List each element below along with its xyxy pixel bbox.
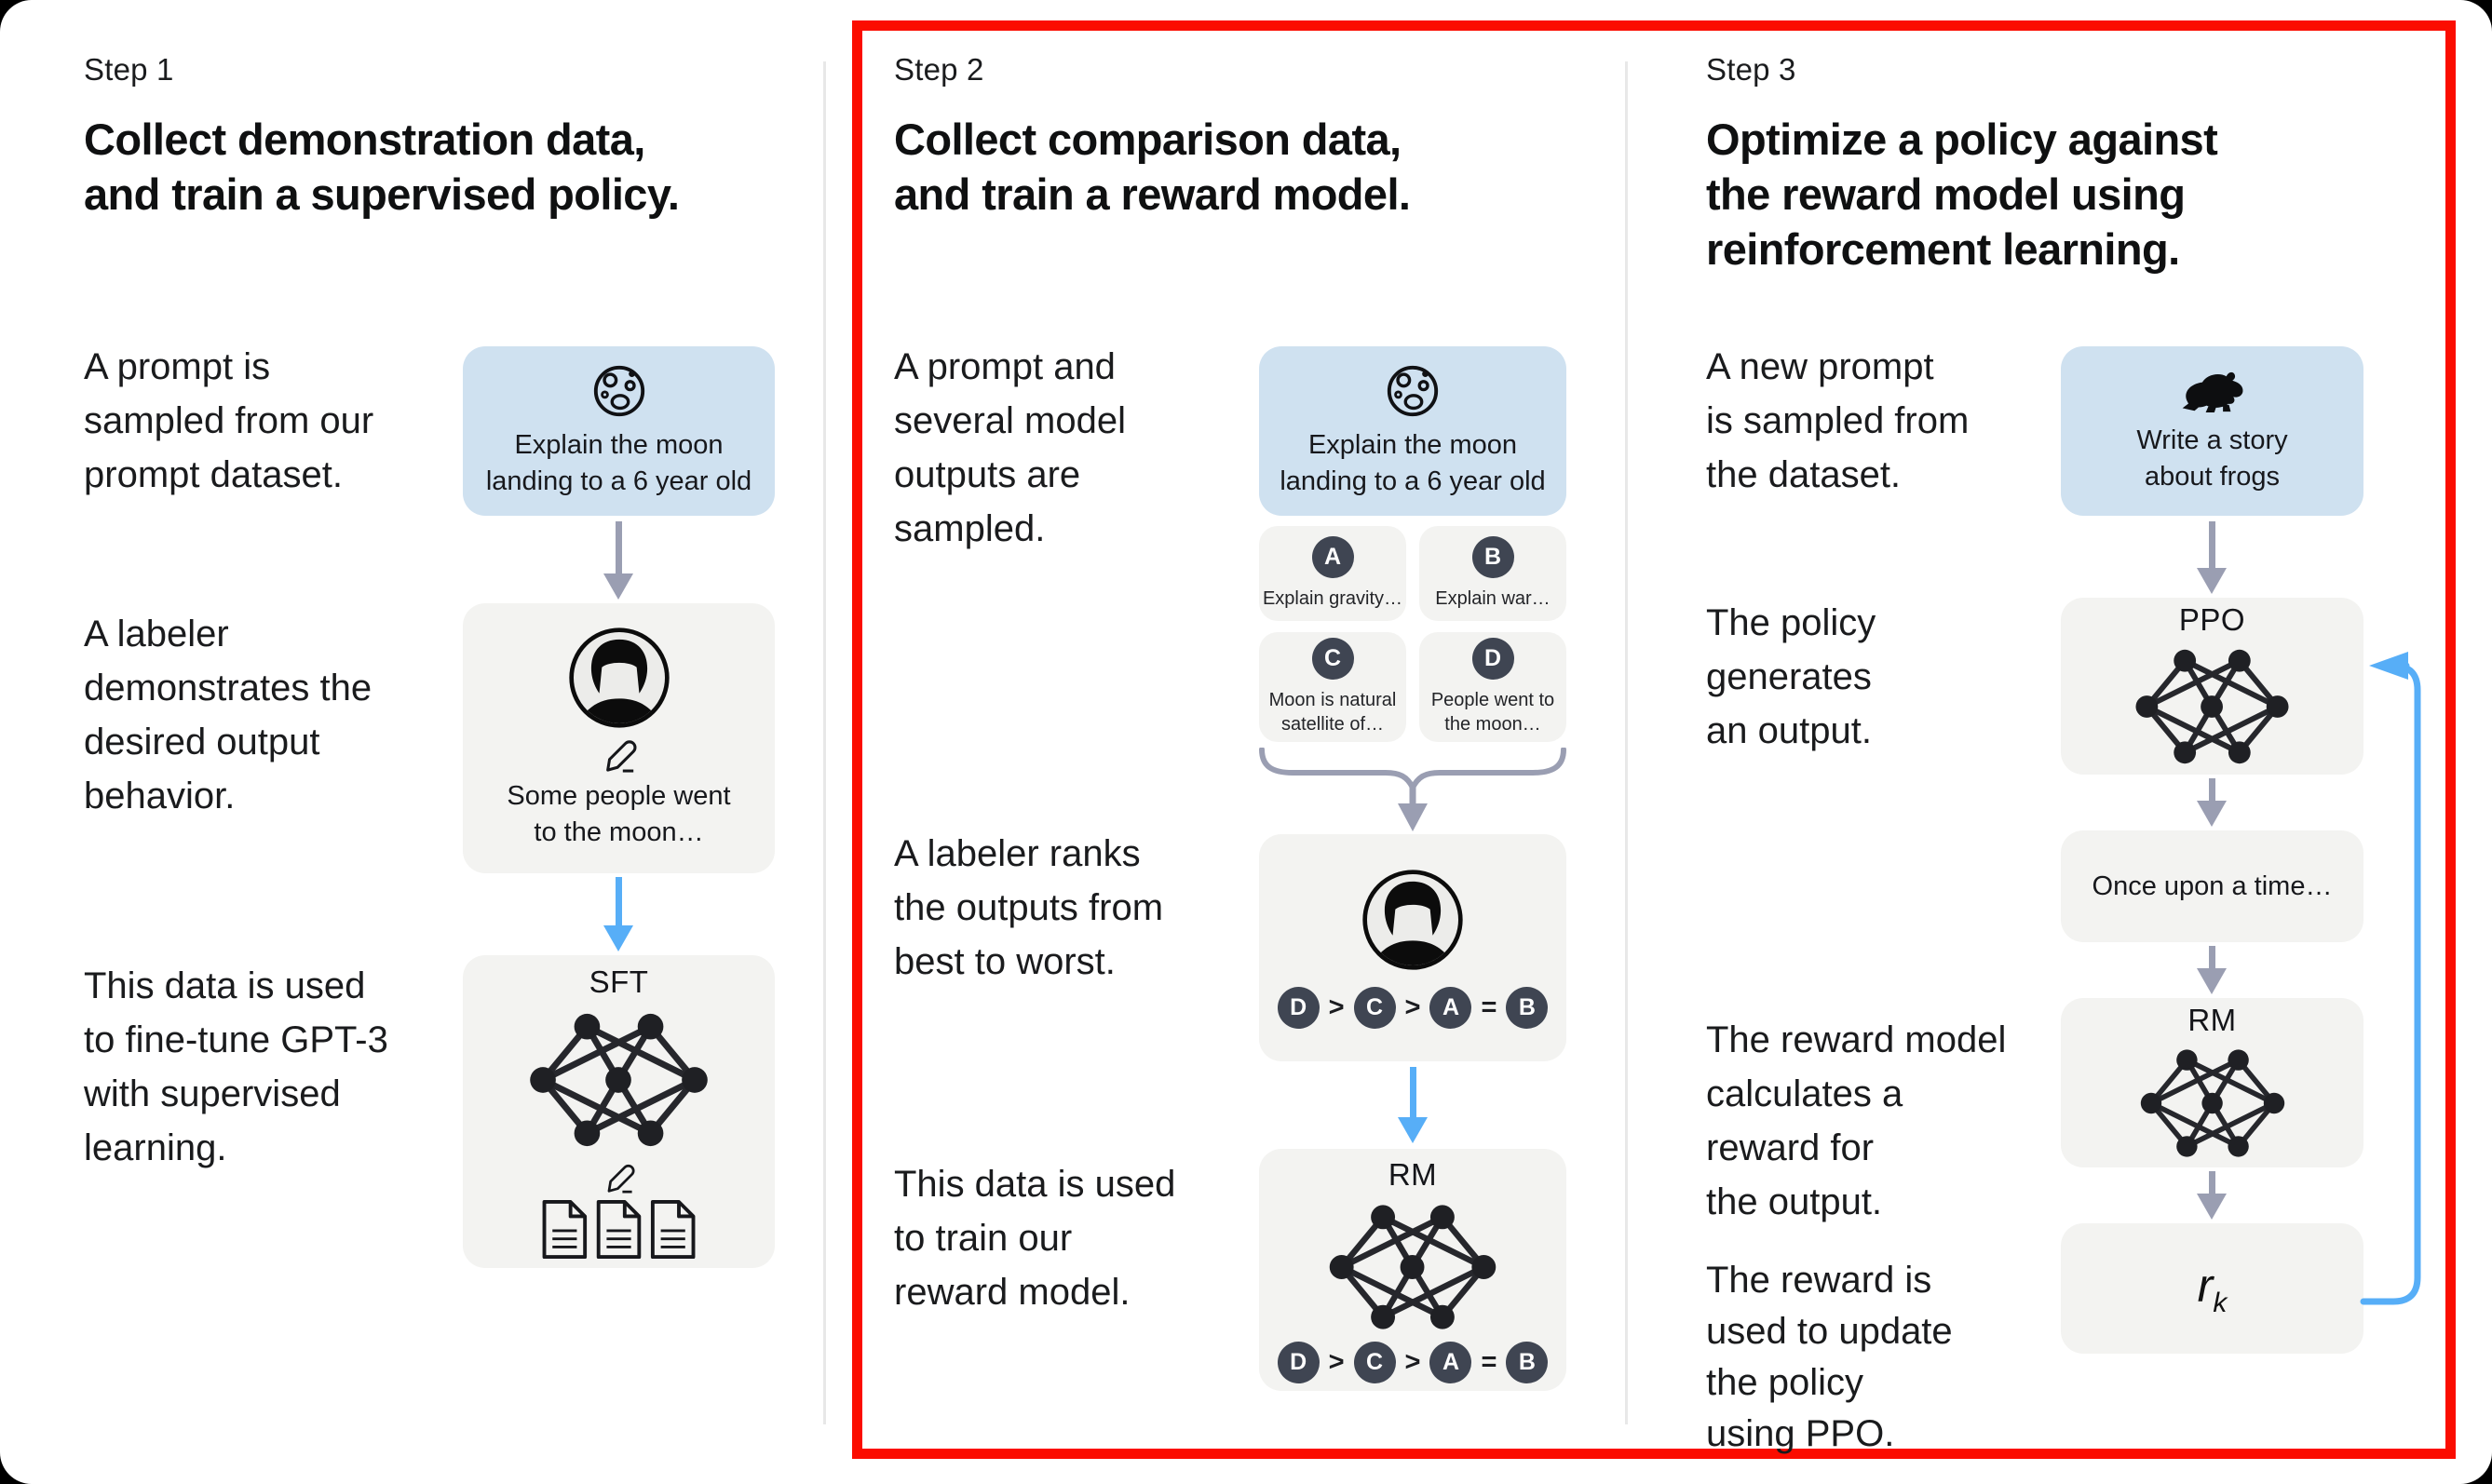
ppo-policy-box [2061,598,2363,775]
labeler-output-text: Some people went to the moon… [507,781,731,847]
caption-labeler-demonstrates: A labeler demonstrates the desired output behavior. [84,614,372,816]
prompt-box [1259,346,1566,516]
down-arrow [2197,778,2227,827]
caption-outputs-sampled: A prompt and several model outputs are sampled. [894,346,1127,549]
frog-icon [2178,367,2247,413]
output-label: Explain war… [1435,588,1551,609]
model-name: SFT [589,964,649,999]
down-arrow [2197,1171,2227,1220]
rank-badge: A [1429,1342,1471,1383]
caption-train-reward-model: This data is used to train our reward model. [894,1164,1176,1313]
rank-badge: D [1278,987,1320,1029]
output-cell-b [1419,526,1566,621]
output-label: Moon is natural satellite of… [1268,690,1397,735]
down-arrow [2197,946,2227,994]
reward-value: $r_k$ [2197,1259,2228,1318]
rank-badge: C [1354,1342,1396,1383]
prompt-text: Explain the moon landing to a 6 year old [1280,430,1546,496]
neural-network-icon [2117,643,2308,770]
pencil-icon [602,735,637,773]
prompt-text: Explain the moon landing to a 6 year old [485,430,752,496]
model-name: RM [2187,1003,2237,1037]
step-label: Step 1 [84,52,174,87]
moon-icon [590,362,648,420]
output-cell-d [1419,632,1566,742]
step-label: Step 3 [1706,52,1796,87]
rank-separator: > [1328,992,1345,1022]
down-arrow [2197,521,2227,594]
labeler-box [463,603,775,873]
caption-labeler-ranks: A labeler ranks the outputs from best to worst. [894,833,1164,982]
neural-network-icon [1314,1198,1511,1336]
neural-network-icon [514,1006,724,1153]
policy-output-box [2061,830,2363,942]
prompt-box [463,346,775,516]
output-cell-c [1259,632,1406,742]
caption-reward-updates-policy: The reward is used to update the policy using PPO. [1706,1260,1953,1454]
ranking-row [1278,1342,1549,1383]
column-divider [823,61,826,1424]
rank-badge: D [1278,1342,1320,1383]
feedback-arrow [2356,652,2431,1322]
documents-icon [539,1200,699,1260]
rank-separator: > [1404,1346,1421,1377]
rank-badge: A [1429,987,1471,1029]
curly-brace [1259,748,1566,833]
rank-separator: > [1404,992,1421,1022]
step-label: Step 2 [894,52,984,87]
step-title: Collect comparison data, and train a reward model. [894,115,1411,219]
sft-model-box [463,955,775,1268]
policy-output-text: Once upon a time… [2092,870,2333,901]
labeler-avatar-icon [1361,868,1465,972]
rank-separator: > [1328,1346,1345,1377]
reward-model-box [1259,1149,1566,1391]
prompt-text: Write a story about frogs [2136,425,2288,492]
output-label: People went to the moon… [1430,690,1555,735]
prompt-box [2061,346,2363,516]
step-title: Optimize a policy against the reward model using reinforcement learning. [1706,115,2218,274]
output-badge: C [1312,638,1354,680]
rank-separator: = [1481,992,1497,1022]
reward-value-box [2061,1223,2363,1354]
output-label: Explain gravity… [1262,588,1403,609]
down-arrow [603,521,633,600]
rank-badge: B [1506,987,1548,1029]
down-arrow [603,877,633,951]
neural-network-icon [2121,1044,2304,1163]
model-name: PPO [2178,602,2246,637]
model-name: RM [1388,1156,1438,1192]
rank-badge: B [1506,1342,1548,1383]
pencil-icon [603,1160,635,1194]
step-title: Collect demonstration data, and train a supervised policy. [84,115,680,219]
caption-new-prompt: A new prompt is sampled from the dataset. [1706,346,1970,495]
caption-policy-generates: The policy generates an output. [1706,602,1876,751]
down-arrow [1398,1067,1428,1143]
caption-prompt-sampled: A prompt is sampled from our prompt dataset. [84,346,374,495]
rank-separator: = [1481,1346,1497,1377]
caption-finetune-gpt3: This data is used to fine-tune GPT-3 with supervised learning. [84,965,388,1168]
output-badge: D [1472,638,1514,680]
output-cell-a [1259,526,1406,621]
moon-icon [1384,362,1442,420]
ranking-row [1278,987,1549,1029]
output-badge: A [1312,536,1354,578]
reward-model-box [2061,998,2363,1167]
labeler-ranking-box [1259,834,1566,1061]
output-badge: B [1472,536,1514,578]
caption-reward-calculated: The reward model calculates a reward for the output. [1706,1019,2007,1222]
rank-badge: C [1354,987,1396,1029]
labeler-avatar-icon [567,626,671,730]
